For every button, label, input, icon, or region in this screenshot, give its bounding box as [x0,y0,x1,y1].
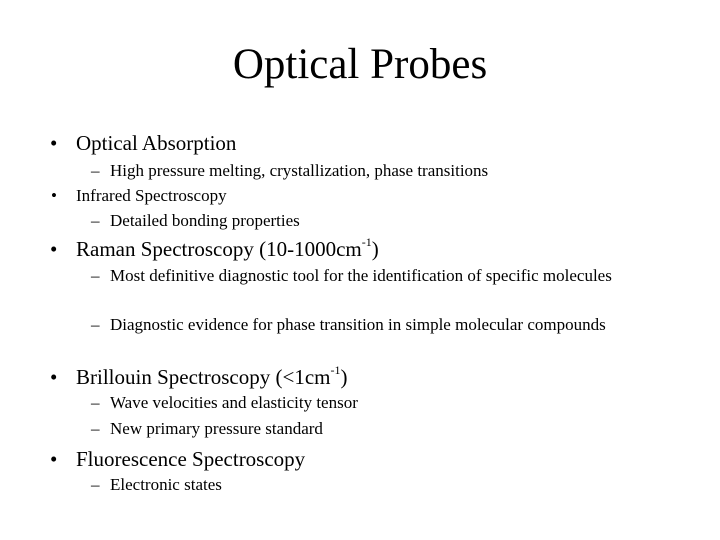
bullet-raman-spectroscopy [76,236,379,262]
brillouin-superscript: -1 [330,363,341,377]
subitem-detailed-bonding: Detailed bonding properties [110,211,300,230]
bullet-infrared-spectroscopy: Infrared Spectroscopy [76,186,227,205]
dash-icon: – [91,266,100,285]
raman-superscript: -1 [361,235,372,249]
dash-icon: – [91,161,100,180]
brillouin-text-suffix: ) [340,365,348,389]
bullet-icon: • [50,131,58,155]
dash-icon: – [91,475,100,494]
bullet-icon: • [51,186,57,205]
bullet-optical-absorption: Optical Absorption [76,131,237,155]
brillouin-text-prefix: Brillouin Spectroscopy (<1cm [76,365,331,389]
raman-text-prefix: Raman Spectroscopy (10-1000cm [76,237,362,261]
dash-icon: – [91,211,100,230]
slide-title: Optical Probes [232,41,488,88]
dash-icon: – [91,393,100,412]
subitem-definitive-diagnostic-tool: Most definitive diagnostic tool for the identification of specific molecules [110,266,612,285]
subitem-pressure-standard: New primary pressure standard [110,419,323,438]
bullet-fluorescence-spectroscopy: Fluorescence Spectroscopy [76,447,306,471]
subitem-phase-transition-evidence: Diagnostic evidence for phase transition in simple molecular compounds [110,315,606,334]
bullet-icon: • [50,365,58,389]
bullet-icon: • [50,447,58,471]
raman-text-suffix: ) [371,237,379,261]
dash-icon: – [91,315,100,334]
bullet-brillouin-spectroscopy [76,364,347,390]
subitem-electronic-states: Electronic states [110,475,222,494]
subitem-high-pressure-melting: High pressure melting, crystallization, phase transitions [110,161,489,180]
subitem-wave-velocities: Wave velocities and elasticity tensor [110,393,358,412]
bullet-icon: • [50,237,58,261]
dash-icon: – [91,419,100,438]
